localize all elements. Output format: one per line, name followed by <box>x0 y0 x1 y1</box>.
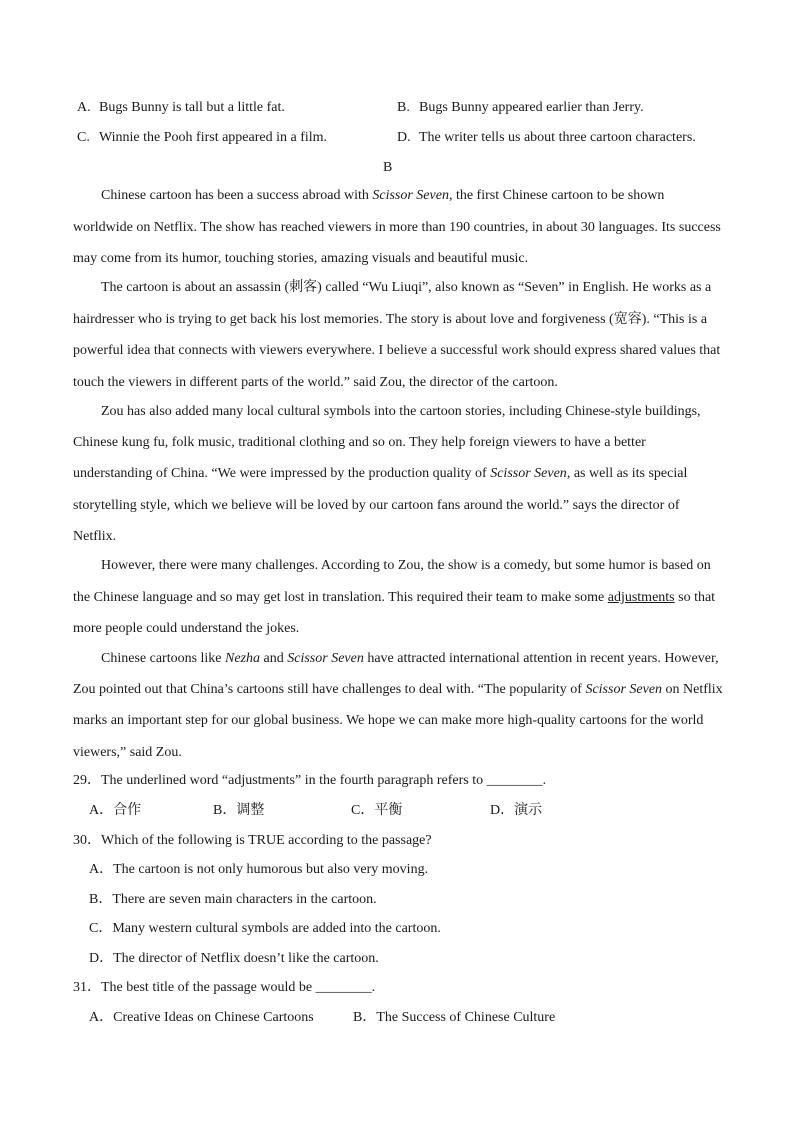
text-run: the Chinese language and so may get lost in translation. This required their team to make some <box>73 590 608 605</box>
option-a <box>77 99 285 117</box>
option-d <box>397 129 696 147</box>
option-text: Bugs Bunny appeared earlier than Jerry. <box>419 100 644 115</box>
q30-option-c: C．Many western cultural symbols are added into the cartoon. <box>89 921 441 936</box>
passage-line: Netflix. <box>73 529 117 544</box>
passage-line: storytelling style, which we believe will be loved by our cartoon fans around the world.” says the director of <box>73 498 680 513</box>
option-c <box>77 129 327 147</box>
text-run: so that <box>674 590 716 605</box>
q29-option-a: A．合作 <box>89 803 142 818</box>
passage-line: more people could understand the jokes. <box>73 621 300 636</box>
q29-option-d: D．演示 <box>490 803 543 818</box>
passage-line: hairdresser who is trying to get back his lost memories. The story is about love and forgiveness (宽容). “This is a <box>73 312 708 327</box>
passage-line: Zou has also added many local cultural symbols into the cartoon stories, including Chinese-style buildings, <box>101 404 701 419</box>
text-run: , as well as its special <box>566 466 688 481</box>
section-label: B <box>383 160 393 175</box>
text-run: and <box>260 651 288 666</box>
option-letter: B. <box>397 100 410 115</box>
passage-line: However, there were many challenges. According to Zou, the show is a comedy, but some humor is based on <box>101 558 711 573</box>
text-run: , the first Chinese cartoon to be shown <box>448 188 665 203</box>
passage-line <box>73 465 687 483</box>
passage-line: may come from its humor, touching stories, amazing visuals and beautiful music. <box>73 251 529 266</box>
italic-title: Scissor Seven <box>585 682 663 697</box>
italic-title: Nezha <box>225 651 261 666</box>
passage-line <box>73 589 715 607</box>
text-run: understanding of China. “We were impressed by the production quality of <box>73 466 491 481</box>
option-letter: A. <box>77 100 91 115</box>
italic-title: Scissor Seven <box>490 466 567 481</box>
question-31-stem: 31．The best title of the passage would be ________. <box>73 980 376 995</box>
passage-line: The cartoon is about an assassin (刺客) called “Wu Liuqi”, also known as “Seven” in English. He works as a <box>101 280 712 295</box>
option-b <box>397 99 644 117</box>
italic-title: Scissor Seven <box>372 188 449 203</box>
q29-option-b: B．调整 <box>213 803 265 818</box>
passage-line: viewers,” said Zou. <box>73 745 182 760</box>
q30-option-b: B．There are seven main characters in the cartoon. <box>89 892 377 907</box>
option-text: Bugs Bunny is tall but a little fat. <box>99 100 285 115</box>
text-run: have attracted international attention in recent years. However, <box>363 651 719 666</box>
q30-option-a: A．The cartoon is not only humorous but also very moving. <box>89 862 429 877</box>
option-letter: C. <box>77 130 90 145</box>
passage-line: touch the viewers in different parts of the world.” said Zou, the director of the cartoon. <box>73 375 558 390</box>
q31-option-b: B．The Success of Chinese Culture <box>353 1010 556 1025</box>
passage-line: Chinese kung fu, folk music, traditional clothing and so on. They help foreign viewers to have a better <box>73 435 646 450</box>
text-run: Chinese cartoon has been a success abroad with <box>101 188 373 203</box>
passage-line: powerful idea that connects with viewers everywhere. I believe a successful work should express shared values that <box>73 343 721 358</box>
passage-line: marks an important step for our global business. We hope we can make more high-quality cartoons for the world <box>73 713 704 728</box>
text-run: on Netflix <box>662 682 723 697</box>
passage-line <box>101 650 719 668</box>
italic-title: Scissor Seven <box>287 651 364 666</box>
q30-option-d: D．The director of Netflix doesn’t like the cartoon. <box>89 951 379 966</box>
underlined-word: adjustments <box>607 590 675 605</box>
text-run: Zou pointed out that China’s cartoons still have challenges to deal with. “The popularity of <box>73 682 586 697</box>
passage-line <box>101 187 664 205</box>
q29-option-c: C．平衡 <box>351 803 403 818</box>
q31-option-a: A．Creative Ideas on Chinese Cartoons <box>89 1010 314 1025</box>
option-letter: D. <box>397 130 411 145</box>
passage-line <box>73 681 723 699</box>
question-29-stem: 29．The underlined word “adjustments” in the fourth paragraph refers to ________. <box>73 773 547 788</box>
text-run: Chinese cartoons like <box>101 651 226 666</box>
option-text: Winnie the Pooh first appeared in a film. <box>99 130 328 145</box>
option-text: The writer tells us about three cartoon characters. <box>419 130 696 145</box>
question-30-stem: 30．Which of the following is TRUE according to the passage? <box>73 833 432 848</box>
passage-line: worldwide on Netflix. The show has reached viewers in more than 190 countries, in about 30 languages. Its success <box>73 220 721 235</box>
